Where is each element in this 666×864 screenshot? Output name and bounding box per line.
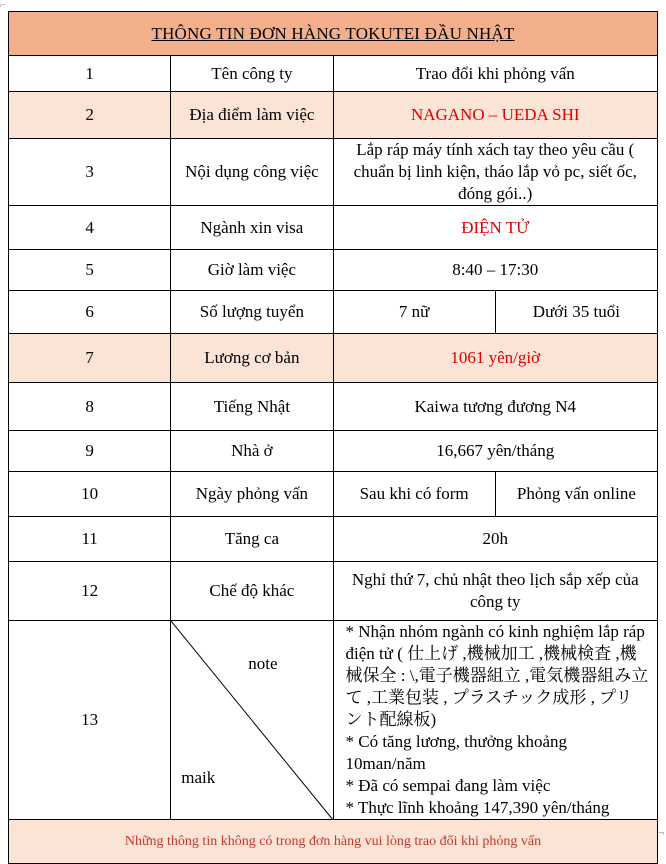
row-number: 13 (9, 621, 171, 820)
maik-header-label: maik (181, 768, 216, 787)
row-number: 11 (9, 517, 171, 562)
table-row-3 (9, 139, 658, 206)
row-label-overtime: Tăng ca (171, 517, 333, 562)
row-label-company: Tên công ty (171, 56, 333, 92)
row-label-base-salary: Lương cơ bản (171, 334, 333, 383)
row-value-quantity: 7 nữ (333, 291, 495, 334)
table-row-8 (9, 383, 658, 431)
row-number: 2 (9, 92, 171, 139)
note-diagonal-cell (171, 621, 333, 820)
table-row-1 (9, 56, 658, 92)
table-row-7 (9, 334, 658, 383)
table-row-5 (9, 250, 658, 291)
row-number: 1 (9, 56, 171, 92)
row-number: 12 (9, 562, 171, 621)
row-value-other-benefits: Nghỉ thứ 7, chủ nhật theo lịch sắp xếp của công ty (333, 562, 658, 621)
footer-note: Những thông tin không có trong đơn hàng vui lòng trao đổi khi phỏng vấn (9, 820, 658, 864)
row-number: 5 (9, 250, 171, 291)
table-row-11 (9, 517, 658, 562)
row-number: 10 (9, 472, 171, 517)
row-number: 6 (9, 291, 171, 334)
row-number: 7 (9, 334, 171, 383)
table-row-2 (9, 92, 658, 139)
row-number: 4 (9, 206, 171, 250)
row-value-housing: 16,667 yên/tháng (333, 431, 658, 472)
row-label-japanese: Tiếng Nhật (171, 383, 333, 431)
row-label-other-benefits: Chế độ khác (171, 562, 333, 621)
row-value-japanese: Kaiwa tương đương N4 (333, 383, 658, 431)
row-label-working-hours: Giờ làm việc (171, 250, 333, 291)
table-row-6 (9, 291, 658, 334)
note-item: * Nhận nhóm ngành có kinh nghiệm lắp ráp điện tử ( 仕上げ ,機械加工 ,機械検査 ,機械保全 : \,電子機器組立 ,電気機器組み立て ,工業包装 , プラスチック成形 , プリント配線板) (345, 622, 649, 729)
table-row-12 (9, 562, 658, 621)
table-row-13 (9, 621, 658, 820)
note-header-label: note (248, 654, 278, 673)
table-row-10 (9, 472, 658, 517)
order-info-table (8, 11, 658, 864)
row-label-interview-date: Ngày phỏng vấn (171, 472, 333, 517)
row-value-visa-field: ĐIỆN TỬ (333, 206, 658, 250)
row-value-working-hours: 8:40 – 17:30 (333, 250, 658, 291)
row-value-company: Trao đổi khi phỏng vấn (333, 56, 658, 92)
row-value-age: Dưới 35 tuổi (495, 291, 657, 334)
row-label-job-content: Nội dụng công việc (171, 139, 333, 206)
row-number: 8 (9, 383, 171, 431)
row-value-overtime: 20h (333, 517, 658, 562)
table-row-9 (9, 431, 658, 472)
row-label-location: Địa điểm làm việc (171, 92, 333, 139)
row-value-interview-date: Sau khi có form (333, 472, 495, 517)
row-value-job-content: Lắp ráp máy tính xách tay theo yêu cầu ( chuẩn bị linh kiện, tháo lắp vỏ pc, siết ốc, đóng gói..) (333, 139, 658, 206)
row-label-housing: Nhà ở (171, 431, 333, 472)
row-label-quantity: Số lượng tuyển (171, 291, 333, 334)
table-title-row (9, 12, 658, 56)
row-value-interview-type: Phỏng vấn online (495, 472, 657, 517)
note-item: * Thực lĩnh khoảng 147,390 yên/tháng (345, 798, 610, 817)
note-item: * Đã có sempai đang làm việc (345, 776, 551, 795)
diagonal-divider (171, 621, 332, 819)
table-title-text: THÔNG TIN ĐƠN HÀNG TOKUTEI ĐẦU NHẬT (151, 23, 515, 43)
row-label-visa-field: Ngành xin visa (171, 206, 333, 250)
table-footer-row (9, 820, 658, 864)
row-number: 9 (9, 431, 171, 472)
row-value-location: NAGANO – UEDA SHI (333, 92, 658, 139)
note-item: * Có tăng lương, thưởng khoảng 10man/năm (345, 732, 568, 773)
row-number: 3 (9, 139, 171, 206)
table-row-4 (9, 206, 658, 250)
notes-list (333, 621, 658, 820)
table-title (9, 12, 658, 56)
row-value-base-salary: 1061 yên/giờ (333, 334, 658, 383)
